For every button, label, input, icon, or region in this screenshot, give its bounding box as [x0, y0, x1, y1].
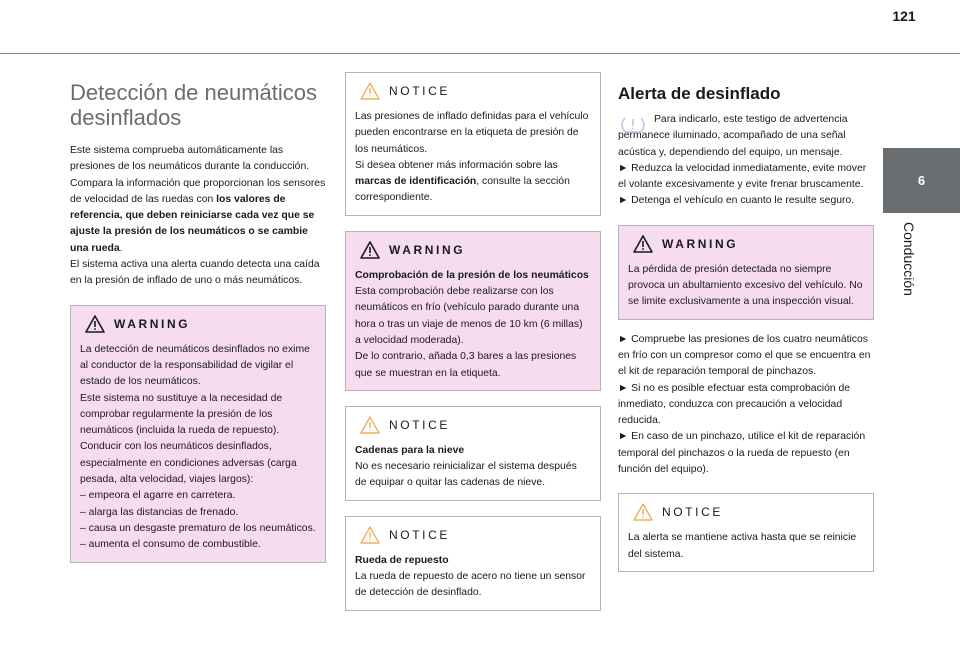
notice-line: [355, 158, 591, 207]
warning-heading-text: Comprobación de la presión de los neumáticos: [355, 269, 589, 281]
notice-header: [346, 517, 600, 553]
intro-paragraph: Para indicarlo, este testigo de advertencia permanece iluminado, acompañado de una señal acústica y, dependiendo del equipo, un mensaje.: [618, 114, 848, 158]
step-item: ► Reduzca la velocidad inmediatamente, evite mover el volante excesivamente y evite frenar bruscamente.: [618, 162, 867, 191]
intro-bold-text: los valores de referencia, que deben reiniciarse cada vez que se ajuste la presión de los neumáticos o se cambie una rueda: [70, 193, 315, 254]
step-item: ► Compruebe las presiones de los cuatro neumáticos en frío con un compresor como el que se encuentra en el kit de reparación temporal de pinchazos.: [618, 333, 871, 378]
warning-line: – causa un desgaste prematuro de los neumáticos.: [80, 522, 316, 534]
intro-paragraph-1: Este sistema comprueba automáticamente las presiones de los neumáticos durante la conducción.: [70, 145, 310, 173]
notice-label: NOTICE: [389, 84, 450, 98]
warning-line: Este sistema no sustituye a la necesidad de comprobar regularmente la presión de los neumáticos (incluida la rueda de repuesto).: [80, 392, 283, 437]
notice-body: [346, 109, 600, 207]
notice-text: Si desea obtener más información sobre las: [355, 159, 558, 171]
step-item: ► Si no es posible efectuar esta comprobación de inmediato, conduzca con precaución a velocidad reducida.: [618, 382, 851, 427]
warning-line: – alarga las distancias de frenado.: [80, 506, 239, 518]
intro-period: .: [119, 242, 123, 254]
warning-label: WARNING: [114, 316, 191, 331]
notice-heading-text: Rueda de repuesto: [355, 554, 449, 566]
warning-header: [71, 306, 325, 342]
notice-line: La alerta se mantiene activa hasta que se reinicie del sistema.: [628, 532, 857, 560]
notice-label: NOTICE: [389, 527, 450, 542]
warning-line: De lo contrario, añada 0,3 bares a las presiones que se muestran en la etiqueta.: [355, 351, 577, 379]
notice-box-reset: [618, 493, 874, 572]
notice-header: [346, 407, 600, 443]
notice-box-inflation: [345, 72, 601, 216]
warning-body: [619, 262, 873, 311]
notice-header: [346, 73, 600, 109]
warning-box-pressure: [345, 231, 601, 391]
warning-triangle-icon: [85, 315, 105, 333]
warning-line: Conducir con los neumáticos desinflados, especialmente en condiciones adversas (carga pesada, alta velocidad, viajes largos):: [80, 441, 297, 486]
notice-line: La rueda de repuesto de acero no tiene un sensor de detección de desinflado.: [355, 571, 586, 599]
notice-heading: [355, 553, 591, 569]
notice-triangle-icon: [360, 82, 380, 100]
notice-label: NOTICE: [662, 505, 723, 520]
notice-triangle-icon: [360, 416, 380, 434]
warning-label: WARNING: [389, 242, 466, 257]
notice-body: [619, 530, 873, 563]
notice-triangle-icon: [360, 526, 380, 544]
notice-body: [346, 553, 600, 602]
notice-heading-text: Cadenas para la nieve: [355, 444, 465, 456]
notice-box-spare-wheel: [345, 516, 601, 611]
notice-bold-link: marcas de identificación: [355, 176, 477, 188]
column-left: [70, 80, 326, 563]
section-title: Alerta de desinflado: [618, 84, 781, 103]
notice-header: [619, 494, 873, 530]
warning-header: [619, 226, 873, 262]
warning-line: – aumenta el consumo de combustible.: [80, 539, 261, 551]
header-divider: [0, 53, 960, 54]
chapter-label: Conducción: [901, 222, 917, 296]
intro-paragraph-2: [70, 176, 326, 257]
warning-line: – empeora el agarre en carretera.: [80, 490, 236, 502]
warning-body: [71, 342, 325, 554]
steps-list: [618, 332, 874, 479]
warning-line: La pérdida de presión detectada no siempre provoca un abultamiento excesivo del vehículo. No se limite exclusivamente a una inspección visual.: [628, 263, 863, 308]
warning-label: WARNING: [662, 236, 739, 251]
page-number: 121: [892, 8, 916, 24]
warning-body: [346, 268, 600, 382]
notice-triangle-icon: [633, 503, 653, 521]
warning-header: [346, 232, 600, 268]
notice-label: NOTICE: [389, 417, 450, 432]
tyre-pressure-warning-icon: [620, 115, 646, 135]
notice-box-chains: [345, 406, 601, 501]
column-middle: [345, 72, 601, 611]
warning-line: Esta comprobación debe realizarse con los neumáticos en frío (vehículo parado durante una hora o tras un viaje de menos de 10 km (6 millas) a velocidad moderada).: [355, 286, 583, 346]
notice-body: [346, 443, 600, 492]
column-right: [618, 80, 874, 572]
step-item: ► Detenga el vehículo en cuanto le resulte seguro.: [618, 195, 855, 207]
warning-box: [70, 305, 326, 563]
notice-line: Las presiones de inflado definidas para el vehículo pueden encontrarse en la etiqueta de presión de los neumáticos.: [355, 111, 589, 155]
notice-text: , consulte la sección correspondiente.: [355, 176, 570, 204]
chapter-tab[interactable]: 6: [883, 148, 960, 213]
step-item: ► En caso de un pinchazo, utilice el kit de reparación temporal del pinchazos o la rueda de repuesto (en función del equipo).: [618, 431, 866, 476]
notice-heading: [355, 443, 591, 459]
warning-box-inspection: [618, 225, 874, 320]
warning-line: La detección de neumáticos desinflados no exime al conductor de la responsabilidad de vigilar el estado de los neumáticos.: [80, 343, 310, 388]
warning-triangle-icon: [633, 235, 653, 253]
notice-line: No es necesario reinicializar el sistema después de equipar o quitar las cadenas de nieve.: [355, 461, 577, 489]
warning-heading: [355, 268, 591, 284]
intro-with-icon: [618, 112, 874, 161]
warning-triangle-icon: [360, 241, 380, 259]
intro-text: Compara la información que proporcionan los sensores de velocidad de las ruedas con: [70, 177, 326, 205]
section-title: Detección de neumáticos desinflados: [70, 80, 318, 130]
intro-paragraph-3: El sistema activa una alerta cuando detecta una caída en la presión de inflado de uno o más neumáticos.: [70, 259, 320, 287]
